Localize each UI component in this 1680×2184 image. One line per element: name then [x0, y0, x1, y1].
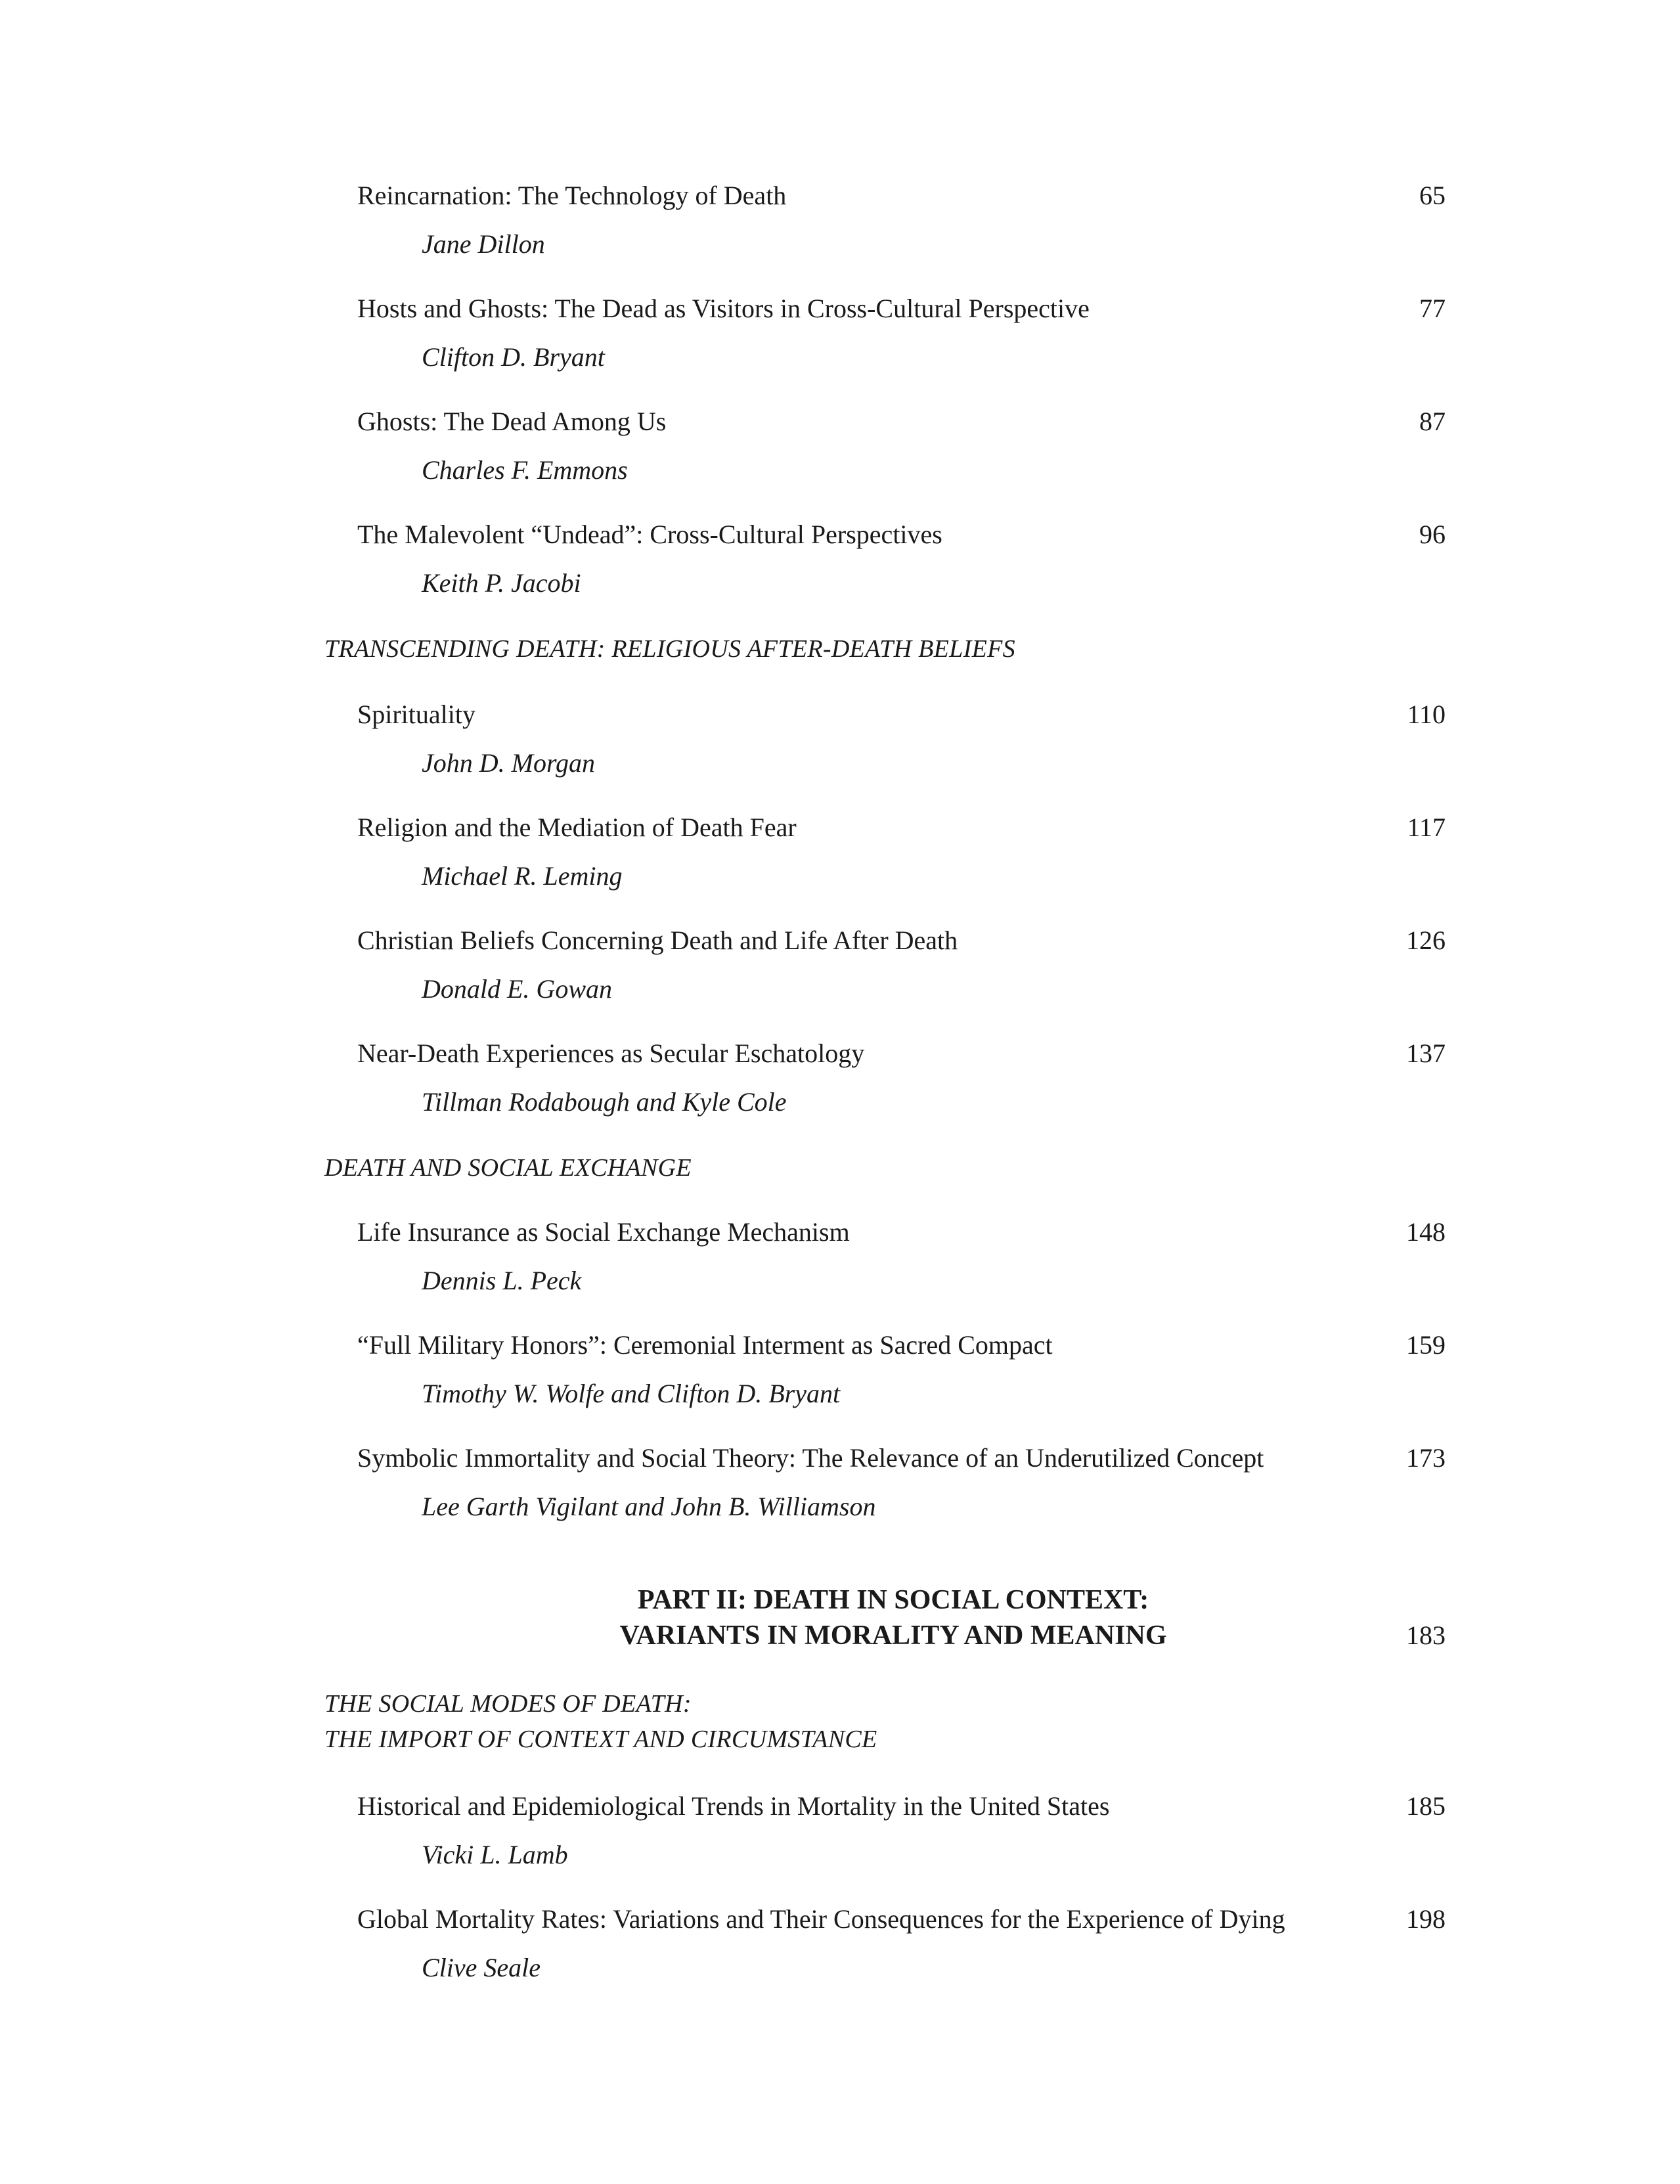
- toc-entry-title: Symbolic Immortality and Social Theory: The Relevance of an Underutilized Concept: [357, 1443, 1264, 1473]
- toc-entry-author: Timothy W. Wolfe and Clifton D. Bryant: [422, 1379, 841, 1408]
- toc-entry-title: Reincarnation: The Technology of Death: [357, 181, 787, 210]
- toc-entry-page: 96: [1419, 520, 1446, 549]
- toc-entry-title: Hosts and Ghosts: The Dead as Visitors in Cross-Cultural Perspective: [357, 294, 1090, 323]
- toc-entry-title: “Full Military Honors”: Ceremonial Interment as Sacred Compact: [357, 1330, 1053, 1360]
- toc-entry-page: 159: [1406, 1330, 1446, 1360]
- toc-entry-author: Donald E. Gowan: [422, 974, 612, 1004]
- part-heading-line1: PART II: DEATH IN SOCIAL CONTEXT:: [637, 1585, 1149, 1615]
- toc-entry-page: 173: [1406, 1443, 1446, 1473]
- toc-entry-page: 110: [1407, 700, 1446, 729]
- section-heading: DEATH AND SOCIAL EXCHANGE: [324, 1154, 692, 1182]
- toc-entry-author: Vicki L. Lamb: [422, 1840, 568, 1869]
- section-heading-line2: THE IMPORT OF CONTEXT AND CIRCUMSTANCE: [324, 1726, 877, 1753]
- toc-entry-author: Keith P. Jacobi: [422, 568, 581, 598]
- toc-entry-author: John D. Morgan: [422, 748, 596, 778]
- toc-entry-title: Historical and Epidemiological Trends in Mortality in the United States: [357, 1791, 1110, 1821]
- toc-entry-page: 185: [1406, 1791, 1446, 1821]
- toc-entry-author: Clive Seale: [422, 1953, 541, 1982]
- toc-entry-page: 126: [1406, 925, 1446, 955]
- part-heading-line2: VARIANTS IN MORALITY AND MEANING: [619, 1620, 1167, 1651]
- toc-entry-author: Clifton D. Bryant: [422, 342, 605, 372]
- toc-entry-title: Spirituality: [357, 700, 475, 729]
- toc-entry-author: Tillman Rodabough and Kyle Cole: [422, 1087, 787, 1117]
- toc-entry-page: 87: [1419, 407, 1446, 436]
- toc-entry-page: 137: [1406, 1038, 1446, 1068]
- toc-entry-title: Christian Beliefs Concerning Death and Life After Death: [357, 925, 958, 955]
- toc-entry-page: 65: [1419, 181, 1446, 210]
- toc-entry-title: Religion and the Mediation of Death Fear: [357, 813, 797, 842]
- toc-entry-title: The Malevolent “Undead”: Cross-Cultural Perspectives: [357, 520, 942, 549]
- toc-entry-title: Near-Death Experiences as Secular Eschatology: [357, 1038, 865, 1068]
- toc-entry-author: Michael R. Leming: [422, 861, 623, 891]
- toc-entry-page: 117: [1407, 813, 1446, 842]
- toc-entry-title: Global Mortality Rates: Variations and Their Consequences for the Experience of Dying: [357, 1904, 1285, 1934]
- toc-entry-author: Lee Garth Vigilant and John B. Williamson: [422, 1492, 876, 1521]
- section-heading: TRANSCENDING DEATH: RELIGIOUS AFTER-DEATH BELIEFS: [324, 635, 1015, 663]
- toc-entry-page: 148: [1406, 1217, 1446, 1247]
- toc-entry-page: 77: [1419, 294, 1446, 323]
- toc-entry-title: Life Insurance as Social Exchange Mechanism: [357, 1217, 850, 1247]
- section-heading-line1: THE SOCIAL MODES OF DEATH:: [324, 1690, 692, 1718]
- toc-entry-author: Jane Dillon: [422, 229, 545, 259]
- toc-entry-page: 198: [1406, 1904, 1446, 1934]
- toc-entry-author: Dennis L. Peck: [422, 1266, 582, 1295]
- part-heading-page: 183: [1406, 1620, 1446, 1650]
- toc-entry-author: Charles F. Emmons: [422, 455, 628, 485]
- toc-entry-title: Ghosts: The Dead Among Us: [357, 407, 667, 436]
